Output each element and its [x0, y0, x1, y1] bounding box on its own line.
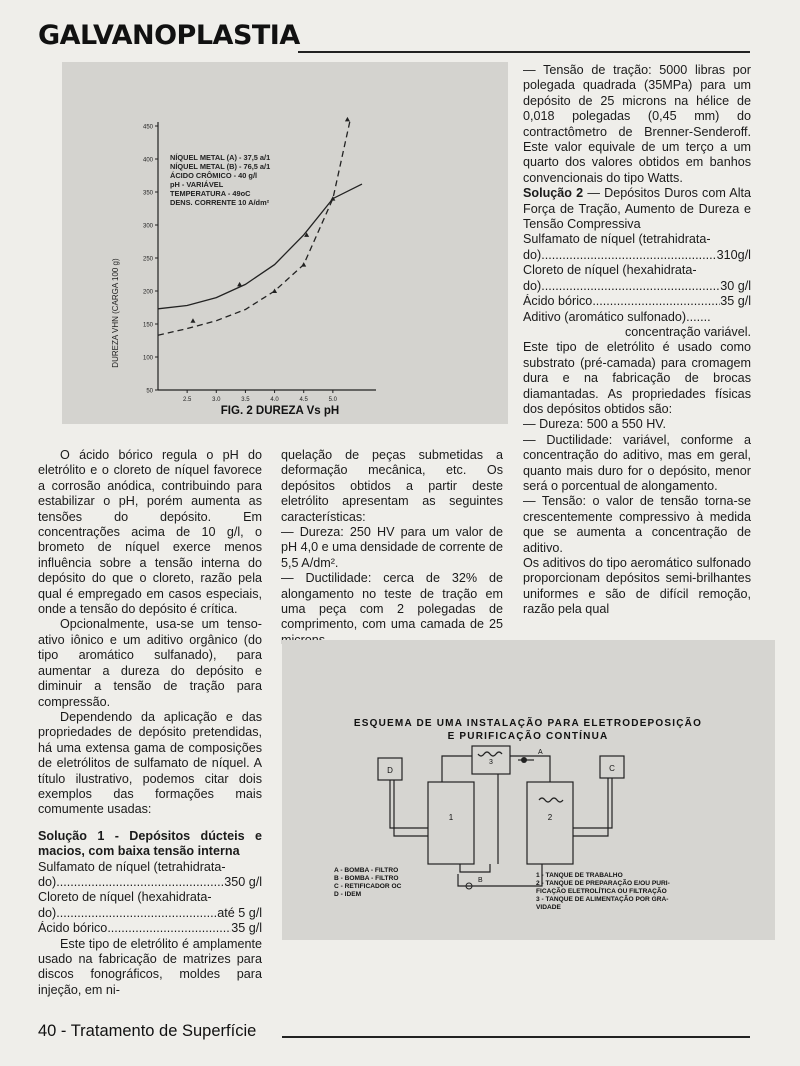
paragraph: — Tensão: o valor de tensão torna-se crescentemente compressivo à medida que se aumenta a concentração de aditivo. — [523, 494, 751, 555]
data-marker — [190, 318, 195, 323]
paragraph: Este tipo de eletrólito é amplamente usado na fabricação de matrizes para discos fonográficos, moldes para injeção, em ni- — [38, 936, 262, 997]
x-ticks — [183, 390, 338, 403]
paragraph: — Tensão de tração: 5000 libras por polegada quadrada (35MPa) para um depósito de 25 microns na hélice de 0,018 polegadas (0,45 mm) do contractômetro de Brenner-Senderoff. Este valor equivale de um terço a um quarto dos valores obtidos em banhos convencionais do tipo Watts. — [523, 63, 751, 185]
schematic-title: ESQUEMA DE UMA INSTALAÇÃO PARA ELETRODEPOSIÇÃO — [353, 718, 703, 729]
chart — [62, 62, 508, 424]
ingredient-name: Cloreto de níquel (hexahidrata- — [523, 263, 697, 278]
paragraph: — Ductilidade: variável, conforme a concentração do aditivo, mas em geral, quanto mais duro for o depósito, menor será o porcentual de alongamento. — [523, 432, 751, 493]
paragraph: Opcionalmente, usa-se um tenso-ativo iônico e um aditivo orgânico (do tipo aromático sulfanado), para aumentar a dureza do depósito e diminuir a tensão de tração para compressão. — [38, 617, 262, 709]
rectifier-d-label: D — [387, 766, 393, 775]
tank-2 — [527, 782, 573, 864]
svg-text:B - BOMBA - FILTRO: B - BOMBA - FILTRO — [334, 875, 399, 882]
figure-caption: FIG. 2 DUREZA Vs pH — [220, 405, 340, 417]
column-1 — [38, 448, 262, 998]
y-tick-label: 300 — [142, 223, 153, 230]
pump-b-label: B — [478, 877, 483, 884]
paragraph: quelação de peças submetidas a deformação mecânica, etc. Os depósitos obtidos a partir deste eletrólito apresentam as seguintes características: — [281, 448, 503, 524]
svg-text:2 - TANQUE DE PREPARAÇÃO E/OU: 2 - TANQUE DE PREPARAÇÃO E/OU PURI- — [536, 880, 670, 887]
legend-left — [334, 867, 402, 898]
x-tick-label: 5.0 — [328, 397, 338, 403]
svg-text:A - BOMBA - FILTRO: A - BOMBA - FILTRO — [334, 867, 399, 874]
legend-line: TEMPERATURA - 49oC — [170, 189, 251, 198]
y-tick-label: 50 — [146, 388, 153, 395]
y-axis-label: DUREZA VHN (CARGA 100 g) — [111, 258, 120, 368]
ingredient-row: do) ..... 310g/l — [523, 248, 751, 263]
legend-line: ÁCIDO CRÔMICO - 40 g/l — [170, 171, 258, 180]
legend-line: NÍQUEL METAL (A) - 37,5 a/1 — [170, 153, 271, 162]
svg-text:VIDADE: VIDADE — [536, 904, 561, 911]
data-marker — [272, 289, 277, 294]
y-ticks — [143, 125, 158, 395]
schematic-subtitle: E PURIFICAÇÃO CONTÍNUA — [447, 731, 609, 742]
x-tick-label: 3.5 — [241, 397, 250, 403]
series-lines — [158, 119, 362, 335]
ingredient-name: Sulfamato de níquel (tetrahidrata- — [38, 859, 226, 874]
column-3 — [523, 63, 751, 618]
tank-3-label: 3 — [489, 759, 493, 766]
tank-1-label: 1 — [448, 813, 454, 822]
legend-right — [536, 872, 670, 911]
svg-text:C - RETIFICADOR OC: C - RETIFICADOR OC — [334, 883, 402, 890]
data-markers — [190, 117, 349, 323]
schematic-svg — [282, 640, 775, 940]
paragraph: O ácido bórico regula o pH do eletrólito e o cloreto de níquel favorece a corrosão anódica, contribuindo para estabilizar o pH, porém aumenta as tensões do depósito. Em concentrações acima de 10 g/l, o brometo de níquel exerce menos influência sobre a tensão interna do depósito do que o cloreto, razão pela qual é empregado em casos especiais, onde a tensão do depósito é crítica. — [38, 448, 262, 617]
series-line-2 — [158, 119, 350, 335]
solution-1-title: Solução 1 - Depósitos dúcteis e macios, com baixa tensão interna — [38, 828, 262, 859]
paragraph: — Ductilidade: cerca de 32% de alongamento no teste de tração em uma peça com 2 polegadas de comprimento, com uma camada de 25 — [281, 571, 503, 632]
svg-text:3 - TANQUE DE ALIMENTAÇÃO POR: 3 - TANQUE DE ALIMENTAÇÃO POR GRA- — [536, 896, 669, 903]
x-tick-label: 4.5 — [299, 397, 308, 403]
pump-a-icon — [521, 757, 527, 763]
figure-dureza-vs-ph — [62, 62, 508, 424]
column-2 — [281, 448, 503, 648]
paragraph: Dependendo da aplicação e das propriedades de depósito pretendidas, há uma extensa gama de composições de eletrólitos de sulfamato de níquel. A título ilustrativo, podemos citar dois exemplos das formações mais comumente usadas: — [38, 709, 262, 817]
y-tick-label: 100 — [142, 355, 153, 362]
paragraph: — Dureza: 500 a 550 HV. — [523, 417, 667, 432]
svg-text:1 - TANQUE DE TRABALHO: 1 - TANQUE DE TRABALHO — [536, 872, 623, 879]
schematic-diagram — [282, 640, 775, 940]
legend-line: pH - VARIÁVEL — [170, 180, 224, 189]
ingredient-name: Aditivo (aromático sulfonado)....... — [523, 309, 711, 324]
ingredient-row: Ácido bórico ..... 35 g/l — [523, 294, 751, 309]
ingredient-row: do) ..... até 5 g/l — [38, 906, 262, 921]
y-tick-label: 450 — [142, 124, 153, 131]
ingredient-row: do) ..... 350 g/l — [38, 875, 262, 890]
svg-text:FICAÇÃO ELETROLÍTICA OU FILTRA: FICAÇÃO ELETROLÍTICA OU FILTRAÇÃO — [536, 888, 667, 895]
y-tick-label: 150 — [142, 322, 153, 329]
footer-rule — [282, 1036, 750, 1038]
y-tick-label: 200 — [142, 289, 153, 296]
ingredient-row: Ácido bórico ..... 35 g/l — [38, 921, 262, 936]
legend-line: DENS. CORRENTE 10 A/dm² — [170, 198, 270, 207]
data-marker — [237, 282, 242, 287]
rectifier-c-label: C — [609, 764, 615, 773]
paragraph: Este tipo de eletrólito é usado como substrato (pré-camada) para cromagem dura e na fabricação de brocas diamantadas. As propriedades físicas dos depósitos obtidos são: — [523, 340, 751, 416]
svg-text:D - IDEM: D - IDEM — [334, 891, 362, 898]
x-tick-label: 2.5 — [182, 397, 192, 403]
x-tick-label: 4.0 — [270, 397, 279, 403]
tank-2-label: 2 — [547, 813, 553, 822]
ingredient-row: do) ..... 30 g/l — [523, 279, 751, 294]
y-tick-label: 250 — [142, 256, 153, 263]
paragraph: Os aditivos do tipo aeromático sulfonado proporcionam depósitos semi-brilhantes uniformes e são de difícil remoção, razão pela qual — [523, 556, 751, 617]
y-tick-label: 400 — [142, 157, 153, 164]
ingredient-name: Sulfamato de níquel (tetrahidrata- — [523, 232, 711, 247]
ingredient-value: concentração variável. — [624, 324, 751, 339]
y-tick-label: 350 — [142, 190, 153, 197]
ingredient-name: Cloreto de níquel (hexahidrata- — [38, 890, 212, 905]
legend-line: NÍQUEL METAL (B) - 76,5 a/1 — [170, 162, 271, 171]
x-tick-label: 3.0 — [212, 397, 221, 403]
header-rule — [298, 51, 750, 53]
solution-2-heading: Solução 2 — Depósitos Duros com Alta Força de Tração, Aumento de Dureza e Tensão Compressiva — [523, 186, 751, 232]
chart-legend — [170, 153, 270, 207]
tank-1 — [428, 782, 474, 864]
page-header-title: GALVANOPLASTIA — [38, 20, 300, 51]
page-footer: 40 - Tratamento de Superfície — [38, 1022, 257, 1040]
data-marker — [301, 262, 306, 267]
data-marker — [345, 117, 350, 122]
paragraph: — Dureza: 250 HV para um valor de pH 4,0 e uma densidade de corrente de 5,5 A/dm². — [281, 525, 503, 570]
pump-a-label: A — [538, 749, 543, 756]
